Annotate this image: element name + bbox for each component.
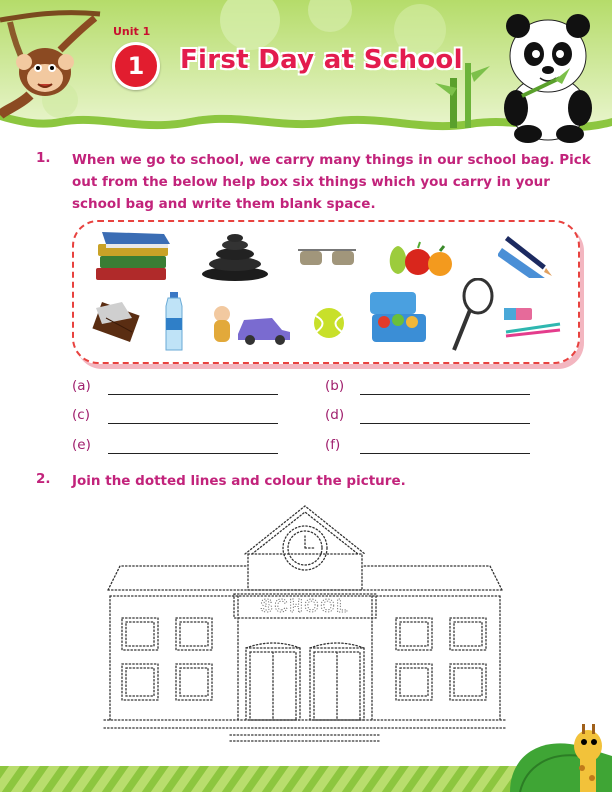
answer-c-label: (c) (72, 407, 90, 423)
answer-f-line[interactable] (360, 453, 530, 454)
tennis-ball-icon (312, 306, 346, 340)
monkey-icon (0, 0, 110, 120)
page-number: 5 (549, 730, 557, 743)
question-1-text: When we go to school, we carry many things in our school bag. Pick out from the below help box six things which you carry in your school bag and write them blank space. (72, 152, 591, 212)
chocolate-icon (92, 298, 144, 344)
question-1-number: 1. (36, 150, 51, 166)
question-2-number: 2. (36, 471, 51, 487)
answer-b-line[interactable] (360, 394, 530, 395)
tennis-racket-icon (450, 278, 494, 354)
panda-icon (430, 8, 605, 143)
help-box (72, 220, 580, 364)
answer-e-line[interactable] (108, 453, 278, 454)
unit-number-badge: 1 (112, 42, 160, 90)
unit-label: Unit 1 (113, 25, 151, 38)
answer-a-label: (a) (72, 378, 91, 394)
answer-b-label: (b) (325, 378, 345, 394)
page-title: First Day at School (180, 45, 463, 75)
books-icon (92, 230, 176, 286)
answer-a-line[interactable] (108, 394, 278, 395)
toy-car-icon (210, 302, 294, 346)
question-2-text: Join the dotted lines and colour the picture. (72, 473, 406, 489)
school-sign-text: SCHOOL (260, 596, 350, 616)
giraffe-icon (500, 716, 612, 792)
stones-icon (200, 232, 270, 282)
answer-c-line[interactable] (108, 423, 278, 424)
answer-d-line[interactable] (360, 423, 530, 424)
answer-f-label: (f) (325, 437, 341, 453)
sunglasses-icon (296, 244, 358, 270)
fruits-icon (384, 236, 456, 278)
water-bottle-icon (162, 292, 186, 354)
pencil-ruler-icon (498, 232, 556, 278)
answer-d-label: (d) (325, 407, 345, 423)
eraser-pencils-icon (502, 306, 562, 338)
lunch-box-icon (368, 288, 430, 346)
answer-e-label: (e) (72, 437, 91, 453)
dotted-school-picture (100, 498, 510, 748)
